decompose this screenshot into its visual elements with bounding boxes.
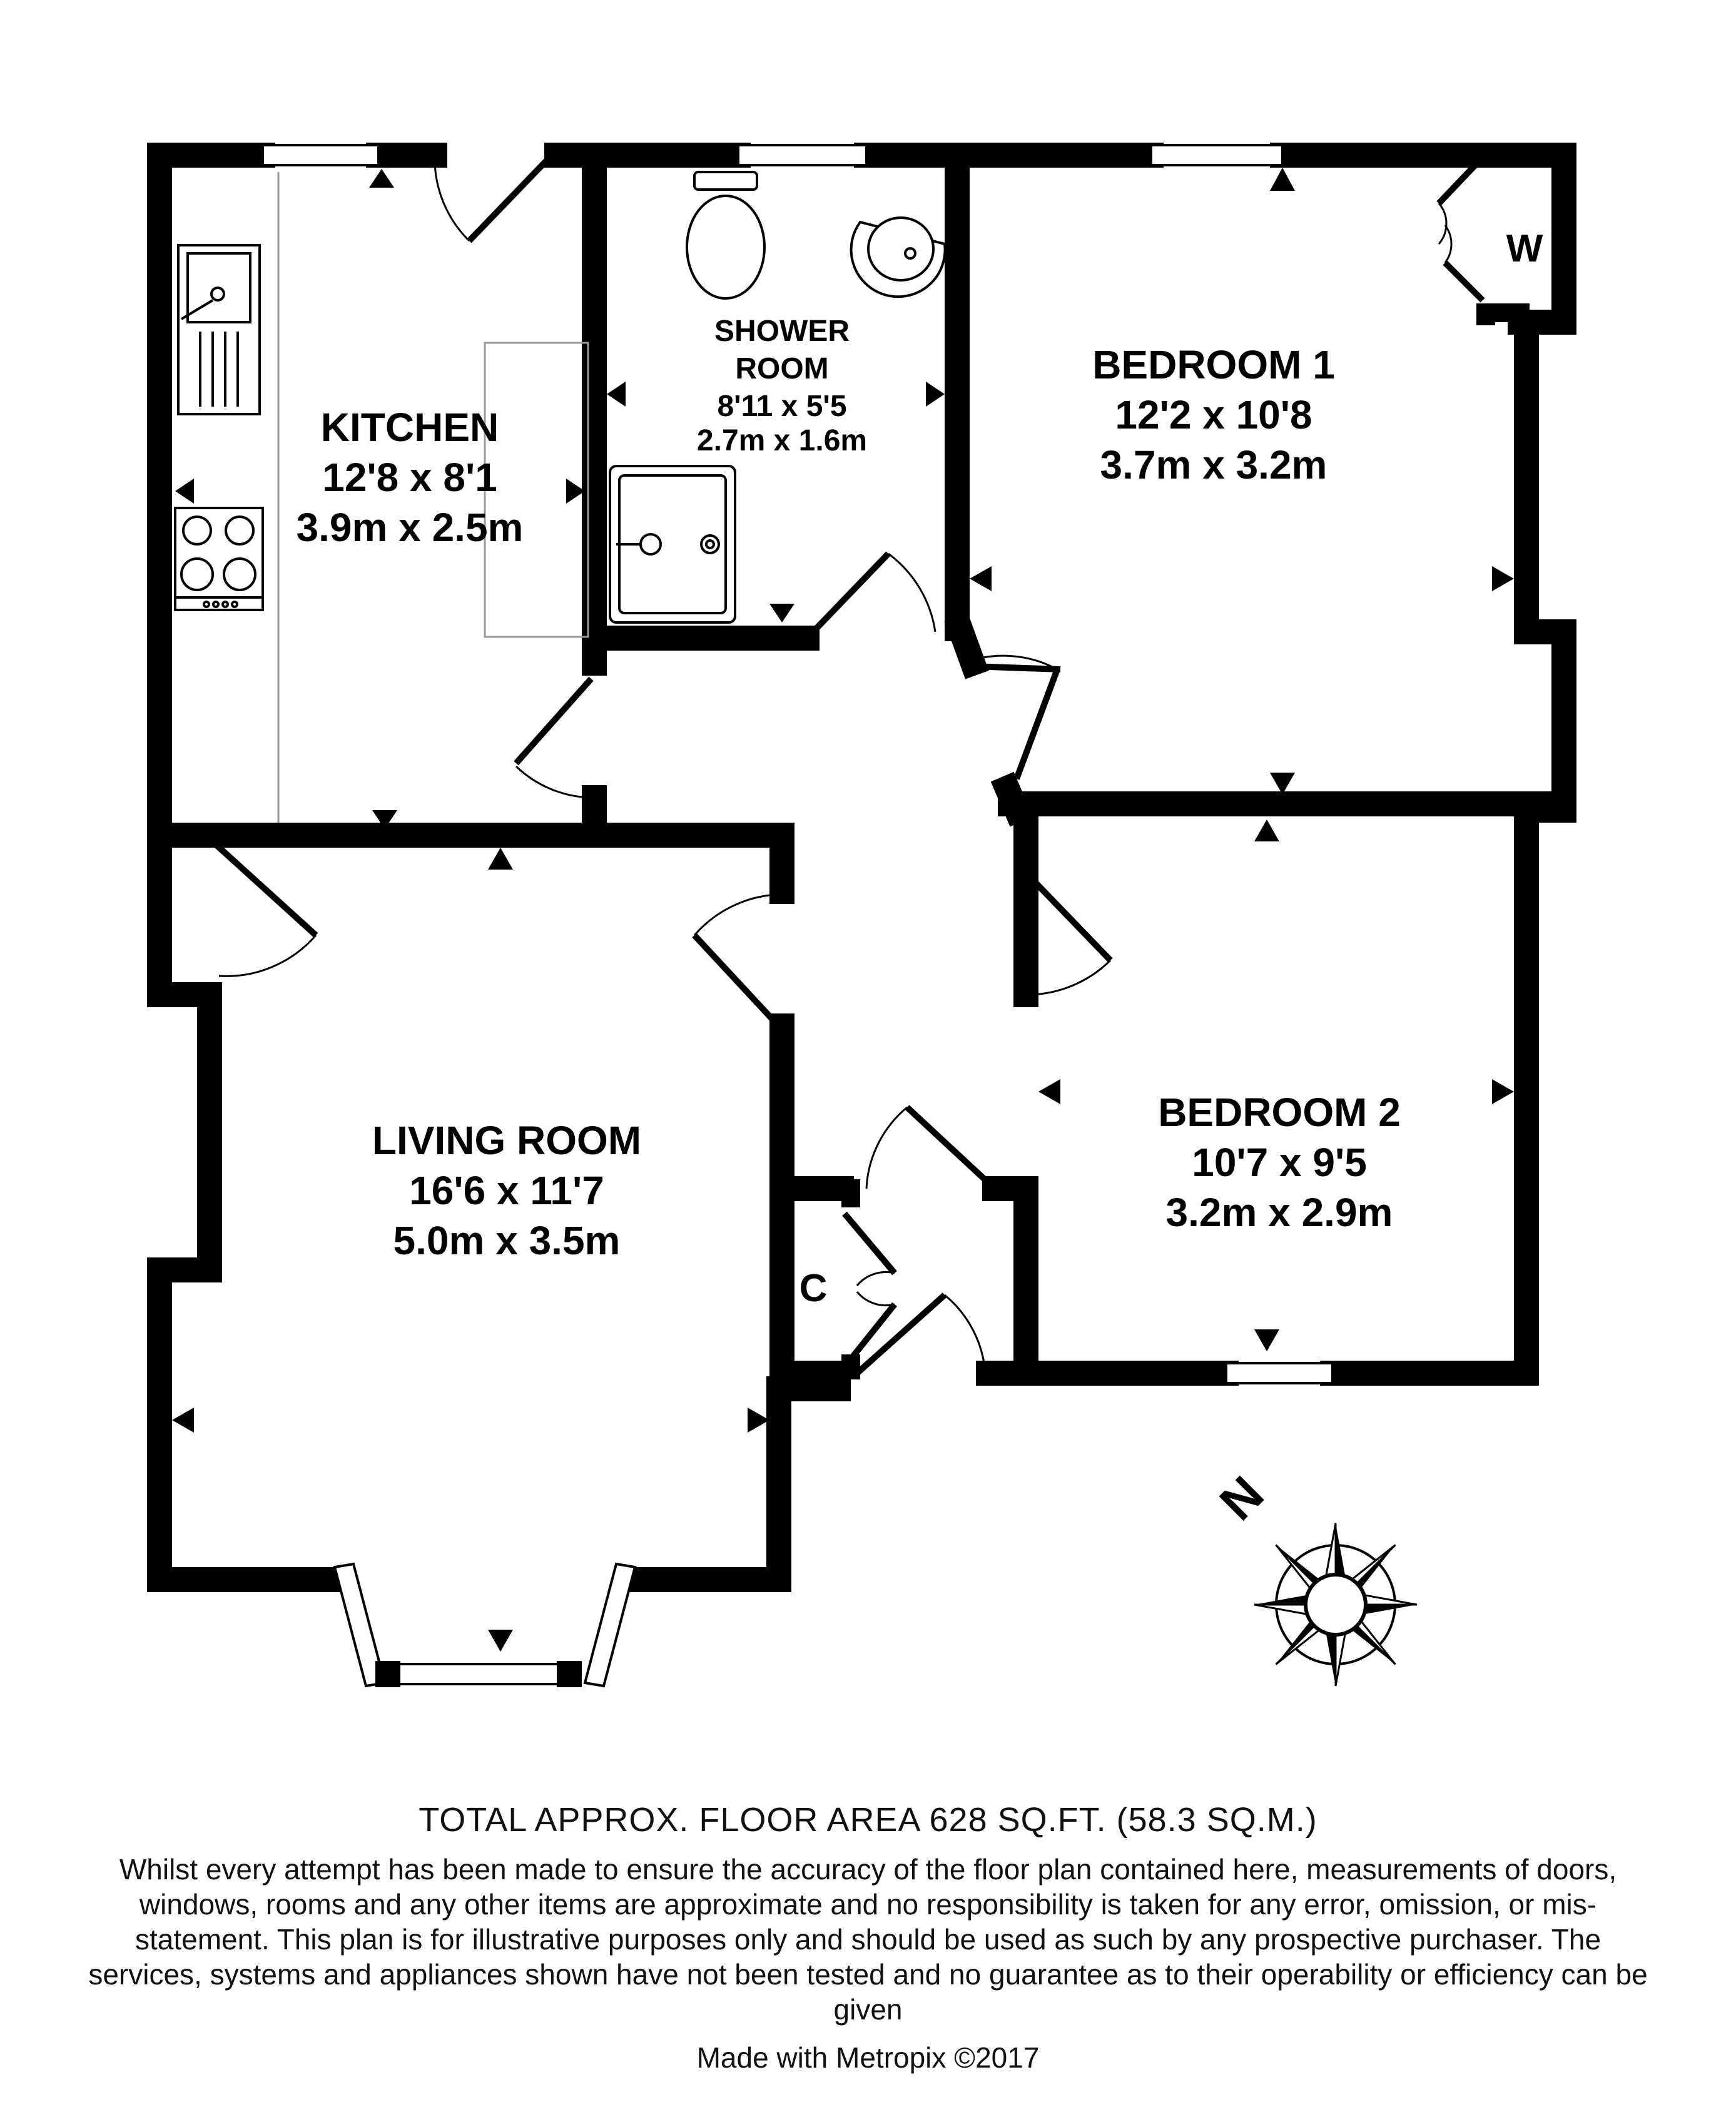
living-room-name: LIVING ROOM	[372, 1118, 642, 1163]
kitchen-metric: 3.9m x 2.5m	[296, 505, 524, 550]
bedroom1-label	[1092, 342, 1335, 487]
kitchen-label	[297, 405, 524, 550]
basin-icon	[851, 218, 945, 297]
shower-tray-icon	[610, 466, 735, 622]
bedroom2-metric: 3.2m x 2.9m	[1165, 1190, 1393, 1235]
bedroom1-name: BEDROOM 1	[1092, 342, 1335, 387]
toilet-icon	[687, 172, 764, 298]
bedroom1-imperial: 12'2 x 10'8	[1115, 392, 1312, 437]
window-kitchen	[263, 145, 378, 165]
hob-icon	[175, 508, 263, 610]
shower-room-metric: 2.7m x 1.6m	[696, 424, 868, 457]
bedroom1-metric: 3.7m x 3.2m	[1100, 442, 1327, 487]
wardrobe-label: W	[1506, 227, 1543, 270]
cupboard-label: C	[799, 1267, 828, 1310]
window-living-bay	[397, 1664, 560, 1684]
window-shower	[738, 145, 866, 165]
compass-north-label: N	[1209, 1465, 1274, 1531]
shower-room-label	[697, 315, 867, 457]
metropix-credit: Made with Metropix ©2017	[696, 2041, 1040, 2074]
shower-room-name-line1: SHOWER	[714, 315, 850, 348]
living-room-label	[372, 1118, 641, 1263]
floor-area-total: TOTAL APPROX. FLOOR AREA 628 SQ.FT. (58.3 SQ.M.)	[419, 1801, 1317, 1839]
living-room-metric: 5.0m x 3.5m	[393, 1218, 621, 1263]
sink-icon	[178, 245, 260, 414]
kitchen-name: KITCHEN	[320, 405, 499, 450]
kitchen-imperial: 12'8 x 8'1	[322, 455, 497, 500]
window-living-bay-right	[585, 1564, 635, 1686]
bedroom2-name: BEDROOM 2	[1158, 1090, 1401, 1135]
bedroom2-imperial: 10'7 x 9'5	[1192, 1140, 1367, 1185]
living-room-imperial: 16'6 x 11'7	[409, 1168, 604, 1213]
shower-room-imperial: 8'11 x 5'5	[717, 390, 847, 423]
window-bedroom1	[1151, 145, 1282, 165]
shower-room-name-line2: ROOM	[735, 352, 829, 385]
bedroom2-label	[1158, 1090, 1401, 1235]
window-bedroom2	[1226, 1363, 1332, 1383]
disclaimer-text: Whilst every attempt has been made to ensure the accuracy of the floor plan contained here, measurements of doors, windows, rooms and any other items are approximate and no responsibility is taken for any error, omission, or mis-statement. This plan is for illustrative purposes only and should be used as such by any prospective purchaser. The services, systems and appliances shown have not been tested and no guarantee as to their operability or efficiency can be given	[88, 1853, 1648, 2026]
